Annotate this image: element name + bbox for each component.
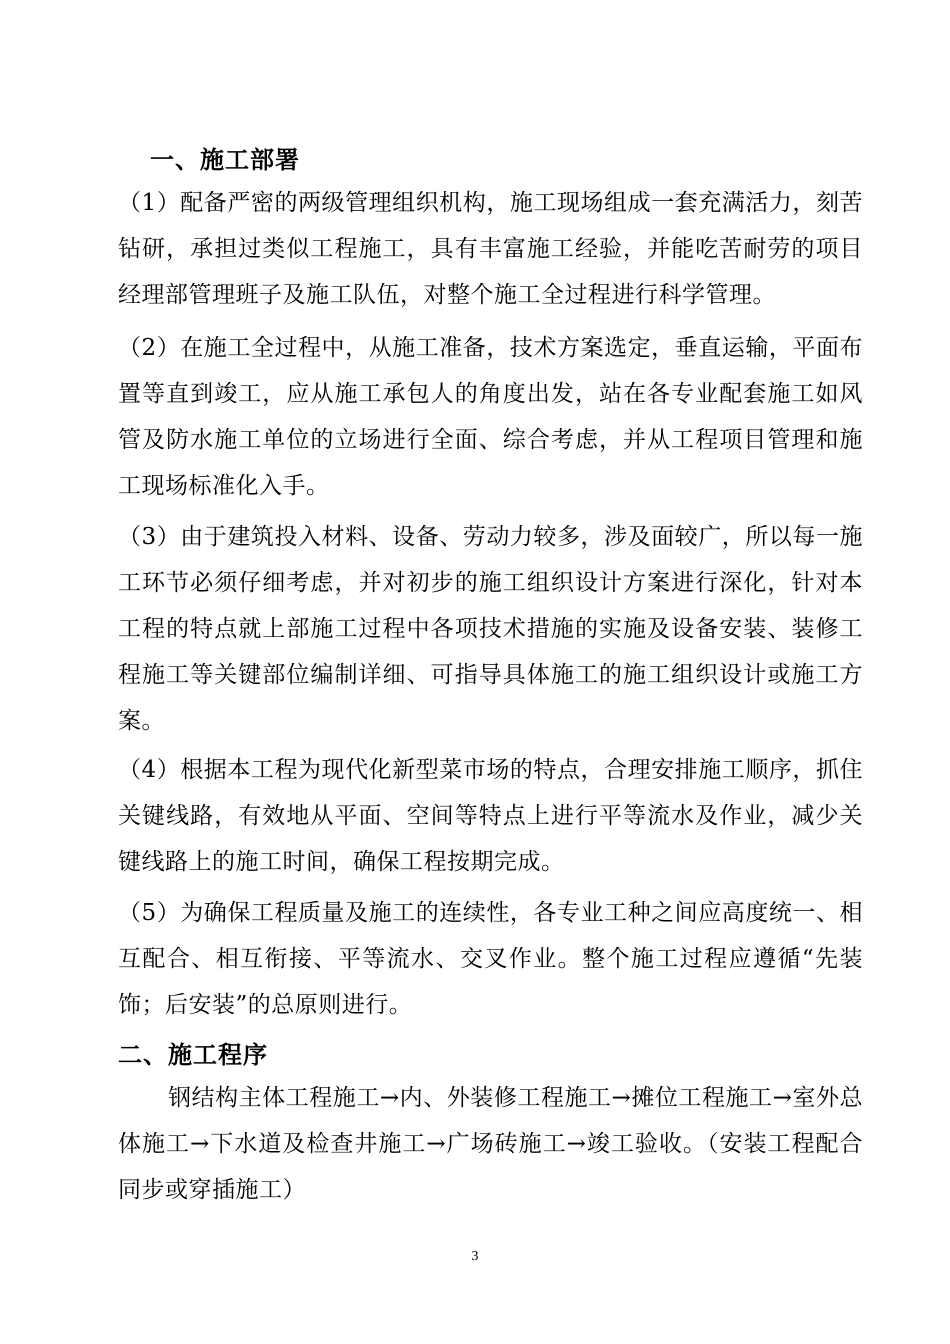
paragraph-5: （5）为确保工程质量及施工的连续性，各专业工种之间应高度统一、相互配合、相互衔接、平等流水、交叉作业。整个施工过程应遵循“先装饰；后安装”的总原则进行。 bbox=[118, 900, 863, 1018]
section-heading-deployment: 一、施工部署 bbox=[150, 145, 300, 174]
paragraph-3: （3）由于建筑投入材料、设备、劳动力较多，涉及面较广，所以每一施工环节必须仔细考虑，并对初步的施工组织设计方案进行深化，针对本工程的特点就上部施工过程中各项技术措施的实施及设备安装、装修工程施工等关键部位编制详细、可指导具体施工的施工组织设计或施工方案。 bbox=[118, 524, 863, 734]
section-heading-procedure: 二、施工程序 bbox=[118, 1040, 268, 1069]
paragraph-1: （1）配备严密的两级管理组织机构，施工现场组成一套充满活力，刻苦钻研，承担过类似工程施工，具有丰富施工经验，并能吃苦耐劳的项目经理部管理班子及施工队伍，对整个施工全过程进行科学管理。 bbox=[118, 190, 863, 308]
paragraph-2: （2）在施工全过程中，从施工准备，技术方案选定，垂直运输，平面布置等直到竣工，应从施工承包人的角度出发，站在各专业配套施工如风管及防水施工单位的立场进行全面、综合考虑，并从工程项目管理和施工现场标准化入手。 bbox=[118, 335, 863, 499]
procedure-paragraph: 钢结构主体工程施工→内、外装修工程施工→摊位工程施工→室外总体施工→下水道及检查井施工→广场砖施工→竣工验收。（安装工程配合同步或穿插施工） bbox=[118, 1085, 863, 1203]
paragraph-4: （4）根据本工程为现代化新型菜市场的特点，合理安排施工顺序，抓住关键线路，有效地从平面、空间等特点上进行平等流水及作业，减少关键线路上的施工时间，确保工程按期完成。 bbox=[118, 757, 863, 875]
page-number: 3 bbox=[471, 1249, 479, 1264]
